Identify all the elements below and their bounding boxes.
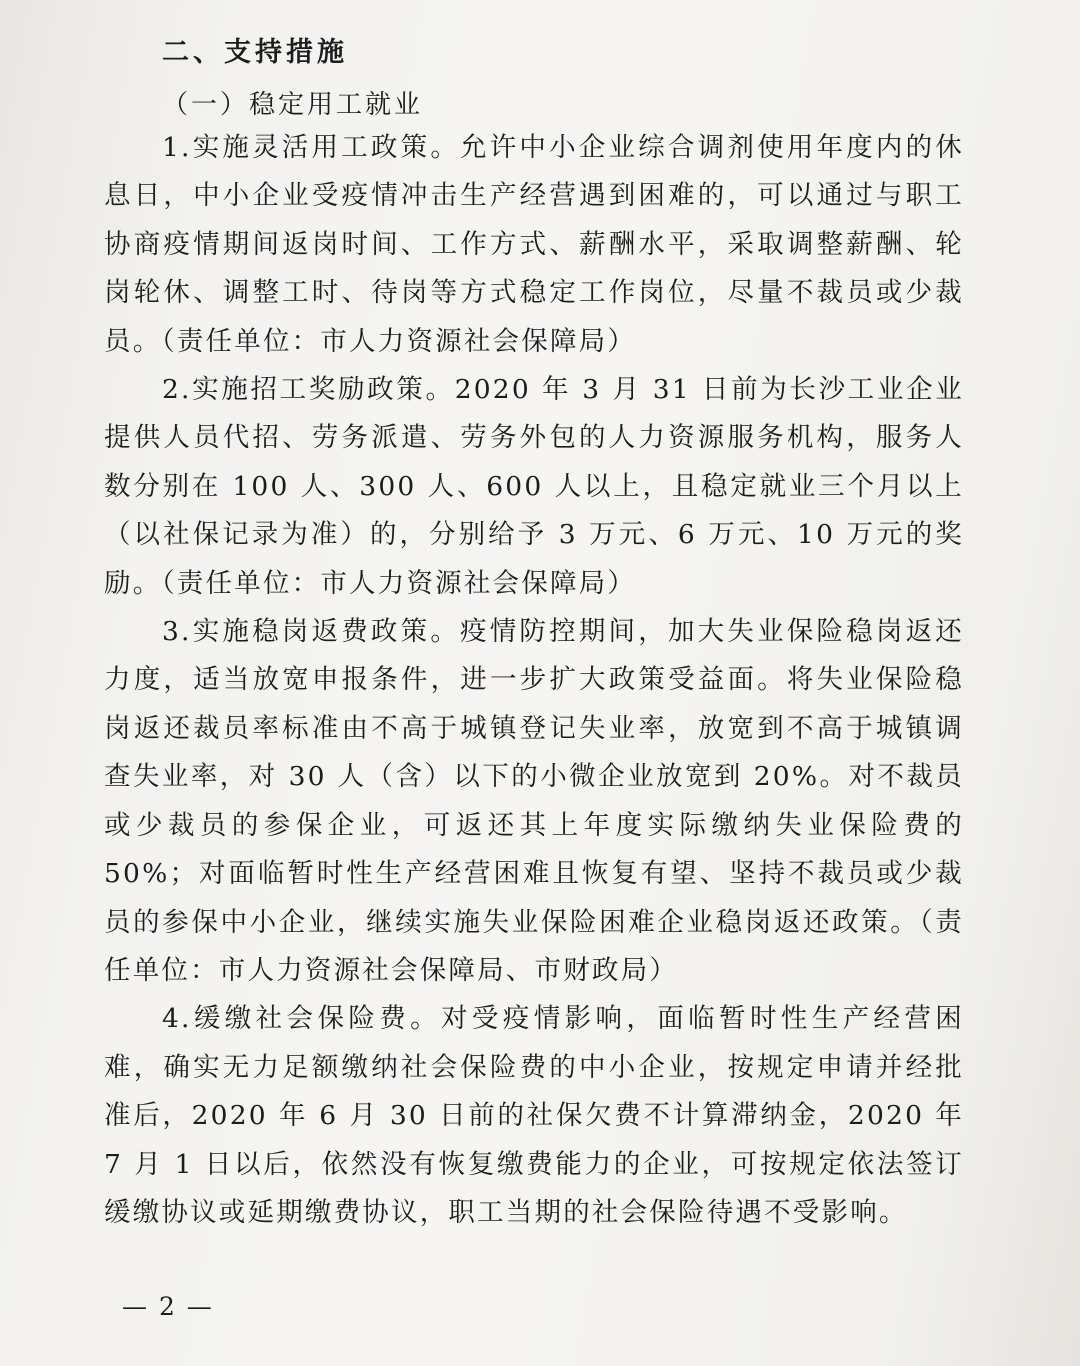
page-number: — 2 —: [122, 1292, 214, 1321]
sub-heading: （一）稳定用工就业: [162, 90, 424, 120]
document-body: [104, 124, 964, 1237]
paragraph-2: 2.实施招工奖励政策。2020 年 3 月 31 日前为长沙工业企业提供人员代招、劳务派遣、劳务外包的人力资源服务机构，服务人数分别在 100 人、300 人、600 人以上，且稳定就业三个月以上（以社保记录为准）的，分别给予 3 万元、6 万元、10 万元的奖励。（责任单位：市人力资源社会保障局）: [104, 374, 964, 599]
paragraph-4: 4.缓缴社会保险费。对受疫情影响，面临暂时性生产经营困难，确实无力足额缴纳社会保险费的中小企业，按规定申请并经批准后，2020 年 6 月 30 日前的社保欠费不计算滞纳金，2020 年 7 月 1 日以后，依然没有恢复缴费能力的企业，可按规定依法签订缓缴协议或延期缴费协议，职工当期的社会保险待遇不受影响。: [104, 1003, 964, 1228]
paragraph-1: 1.实施灵活用工政策。允许中小企业综合调剂使用年度内的休息日，中小企业受疫情冲击生产经营遇到困难的，可以通过与职工协商疫情期间返岗时间、工作方式、薪酬水平，采取调整薪酬、轮岗轮休、调整工时、待岗等方式稳定工作岗位，尽量不裁员或少裁员。（责任单位：市人力资源社会保障局）: [104, 132, 964, 357]
paragraph-3: 3.实施稳岗返费政策。疫情防控期间，加大失业保险稳岗返还力度，适当放宽申报条件，进一步扩大政策受益面。将失业保险稳岗返还裁员率标准由不高于城镇登记失业率，放宽到不高于城镇调查失业率，对 30 人（含）以下的小微企业放宽到 20%。对不裁员或少裁员的参保企业，可返还其上年度实际缴纳失业保险费的 50%；对面临暂时性生产经营困难且恢复有望、坚持不裁员或少裁员的参保中小企业，继续实施失业保险困难企业稳岗返还政策。（责任单位：市人力资源社会保障局、市财政局）: [104, 616, 964, 986]
section-heading: 二、支持措施: [162, 37, 348, 68]
